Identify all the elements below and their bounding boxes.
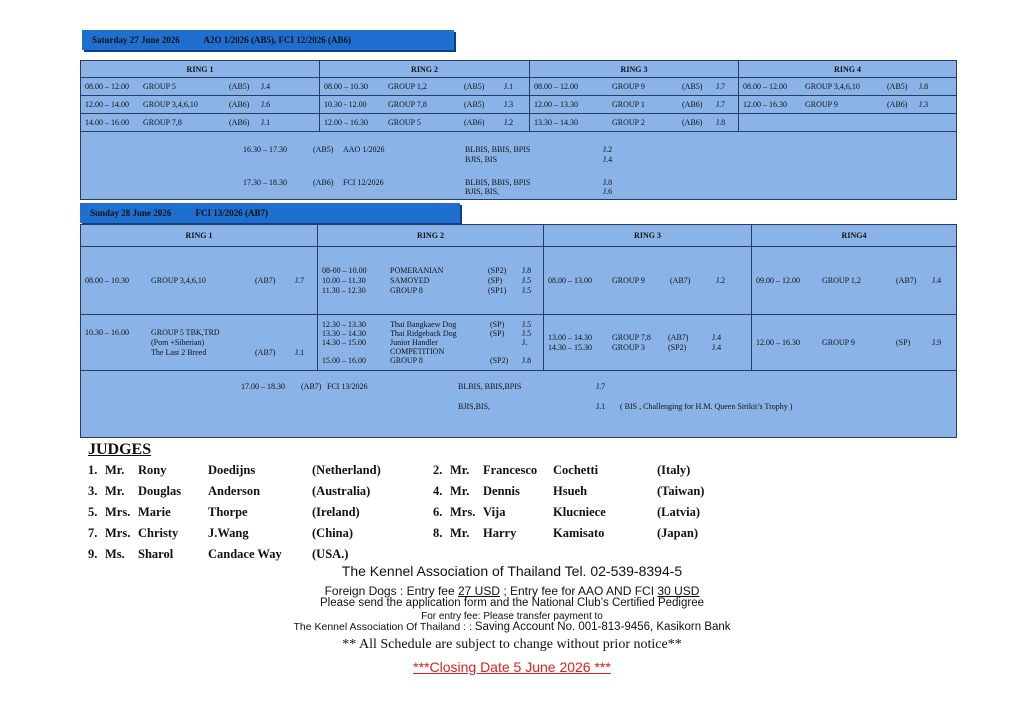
change-notice: ** All Schedule are subject to change without prior notice** (342, 637, 682, 652)
sunday-row (81, 315, 957, 371)
schedule-cell: 12.30 – 13.30 Thai Bangkaew Dog (SP) J.5 13.30 – 14.30 Thai Ridgeback Dog (SP) J.5 14.30 – 15.00 Junior Handler J. COMPETITION 15.00 – 16.00 GROUP 8 (SP2) J.8 (318, 315, 544, 371)
judge-entry (433, 484, 763, 500)
closing-date: ***Closing Date 5 June 2026 *** (413, 659, 611, 675)
judge-last-name: Thorpe (208, 505, 248, 519)
judge-number: 8. (433, 526, 443, 540)
sunday-header-tab (80, 203, 460, 223)
judge-first-name: Sharol (138, 547, 174, 561)
sunday-ring-headers (81, 225, 957, 247)
judge-number: 4. (433, 484, 443, 498)
sunday-finals-row (81, 371, 957, 438)
judge-first-name: Dennis (483, 484, 520, 498)
saturday-row (81, 114, 957, 132)
judge-last-name: Candace Way (208, 547, 282, 561)
judge-title: Mr. (450, 526, 470, 540)
schedule-cell: 12.00 – 16.30 GROUP 5 (AB6) J.2 (320, 114, 530, 132)
ring-header: RING4 (752, 225, 957, 247)
saturday-ring-headers (81, 61, 957, 78)
judge-entry (88, 547, 418, 563)
judge-country: (Ireland) (312, 505, 360, 519)
schedule-cell: 10.30 - 12.00 GROUP 7,8 (AB5) J.3 (320, 96, 530, 114)
judge-entry (88, 505, 418, 521)
entry-fee-line: Foreign Dogs : Entry fee 27 USD ; Entry fee for AAO AND FCI 30 USD (324, 584, 700, 598)
judge-number: 7. (88, 526, 98, 540)
judge-country: (USA.) (312, 547, 349, 561)
saturday-finals-row (81, 132, 957, 200)
ring-header: RING 2 (318, 225, 544, 247)
schedule-cell: 12.00 – 14.00 GROUP 3,4,6,10 (AB6) J.6 (81, 96, 320, 114)
judge-entry (88, 463, 418, 479)
schedule-cell: 12.00 – 16.30 GROUP 9 (AB6) J.3 (739, 96, 957, 114)
judge-number: 6. (433, 505, 443, 519)
schedule-cell: 09.00 – 12.00 GROUP 1,2 (AB7) J.4 (752, 247, 957, 315)
judge-first-name: Marie (138, 505, 171, 519)
saturday-schedule-table (80, 60, 957, 200)
saturday-date: Saturday 27 June 2026 (92, 35, 180, 45)
schedule-cell-empty (739, 114, 957, 132)
ring-header: RING 3 (530, 61, 739, 78)
sunday-finals-cell: 17.00 – 18.30 (AB7) FCI 13/2026 BLBIS, BBIS,BPIS J.7 BJIS,BIS, J.1 ( BIS , Challenging for H.M. Queen Sirikit’s Trophy ) (81, 371, 957, 438)
schedule-cell: 12.00 – 13.30 GROUP 1 (AB6) J.7 (530, 96, 739, 114)
saturday-shows: A2O 1/2026 (AB5), FCI 12/2026 (AB6) (203, 35, 352, 45)
schedule-cell: 08.00 – 12.00 GROUP 9 (AB5) J.7 (530, 78, 739, 96)
judge-title: Mrs. (105, 526, 131, 540)
schedule-cell: 13.00 – 14.30 GROUP 7,8 (AB7) J.4 14.30 – 15.30 GROUP 3 (SP2) J.4 (544, 315, 752, 371)
judge-title: Mr. (450, 484, 470, 498)
judge-title: Mr. (105, 463, 125, 477)
judges-title: JUDGES (88, 441, 152, 458)
judge-last-name: J.Wang (208, 526, 249, 540)
schedule-cell: 13.30 – 14.30 GROUP 2 (AB6) J.8 (530, 114, 739, 132)
judge-title: Mr. (105, 484, 125, 498)
judge-entry (433, 463, 763, 479)
judge-last-name: Hsueh (553, 484, 588, 498)
judge-country: (Netherland) (312, 463, 381, 477)
schedule-cell: 12.00 – 16.30 GROUP 9 (SP) J.9 (752, 315, 957, 371)
judge-last-name: Doedijns (208, 463, 256, 477)
judge-entry (88, 526, 418, 542)
judge-last-name: Cochetti (553, 463, 599, 477)
judge-first-name: Vija (483, 505, 506, 519)
ring-header: RING 3 (544, 225, 752, 247)
saturday-row (81, 96, 957, 114)
judge-last-name: Klucniece (553, 505, 606, 519)
saturday-header-tab (82, 30, 454, 50)
sunday-date: Sunday 28 June 2026 (90, 208, 172, 218)
judge-number: 9. (88, 547, 98, 561)
schedule-cell: 08.00 – 12.00 GROUP 3,4,6,10 (AB5) J.8 (739, 78, 957, 96)
kennel-contact: The Kennel Association of Thailand Tel. 02-539-8394-5 (341, 563, 683, 579)
schedule-cell: 14.00 – 16.00 GROUP 7,8 (AB6) J.1 (81, 114, 320, 132)
judge-country: (Japan) (657, 526, 698, 540)
judge-first-name: Douglas (138, 484, 182, 498)
saturday-finals-cell: 16.30 – 17.30 (AB5) AAO 1/2026 BLBIS, BBIS, BPIS J.2 BJIS, BIS J.4 17.30 – 18.30 (AB6) FCI 12/2026 BLBIS, BBIS, BPIS J.8 BJIS, BIS, J.6 (81, 132, 957, 200)
judge-last-name: Kamisato (553, 526, 605, 540)
judge-country: (China) (312, 526, 353, 540)
transfer-note: For entry fee: Please transfer payment to (421, 611, 603, 622)
judge-entry (88, 484, 418, 500)
judge-last-name: Anderson (208, 484, 261, 498)
sunday-schedule-table (80, 224, 957, 438)
judge-entry (433, 505, 763, 521)
judge-number: 5. (88, 505, 98, 519)
judge-title: Mrs. (450, 505, 476, 519)
judge-first-name: Rony (138, 463, 167, 477)
saturday-row (81, 78, 957, 96)
ring-header: RING 2 (320, 61, 530, 78)
schedule-cell: 08-00 – 10.00 POMERANIAN (SP2) J.8 10.00 – 11.30 SAMOYED (SP) J.5 11.30 – 12.30 GROUP 8 (SP1) J.5 (318, 247, 544, 315)
judge-title: Mrs. (105, 505, 131, 519)
judge-number: 1. (88, 463, 98, 477)
ring-header: RING 1 (81, 61, 320, 78)
judge-country: (Latvia) (657, 505, 701, 519)
schedule-cell: 08.00 – 13.00 GROUP 9 (AB7) J.2 (544, 247, 752, 315)
judge-title: Ms. (105, 547, 125, 561)
judge-country: (Italy) (657, 463, 691, 477)
schedule-cell: 08.00 – 10.30 GROUP 3,4,6,10 (AB7) J.7 (81, 247, 318, 315)
ring-header: RING 1 (81, 225, 318, 247)
application-note: Please send the application form and the National Club’s Certified Pedigree (320, 597, 704, 609)
judge-country: (Taiwan) (657, 484, 705, 498)
bank-account: The Kennel Association Of Thailand : : Saving Account No. 001-813-9456, Kasikorn Bank (293, 621, 731, 633)
sunday-row (81, 247, 957, 315)
schedule-cell: 08.00 – 12.00 GROUP 5 (AB5) J.4 (81, 78, 320, 96)
judge-country: (Australia) (312, 484, 371, 498)
judge-number: 3. (88, 484, 98, 498)
schedule-cell: 08.00 – 10.30 GROUP 1,2 (AB5) J.1 (320, 78, 530, 96)
judge-first-name: Francesco (483, 463, 538, 477)
judge-entry (433, 526, 763, 542)
schedule-cell: 10.30 – 16.00 GROUP 5 TBK,TRD (Pom +Siberian) The Last 2 Breed (AB7) J.1 (81, 315, 318, 371)
ring-header: RING 4 (739, 61, 957, 78)
judge-first-name: Christy (138, 526, 179, 540)
judge-title: Mr. (450, 463, 470, 477)
judge-first-name: Harry (483, 526, 517, 540)
judge-number: 2. (433, 463, 443, 477)
sunday-shows: FCI 13/2026 (AB7) (195, 208, 269, 218)
